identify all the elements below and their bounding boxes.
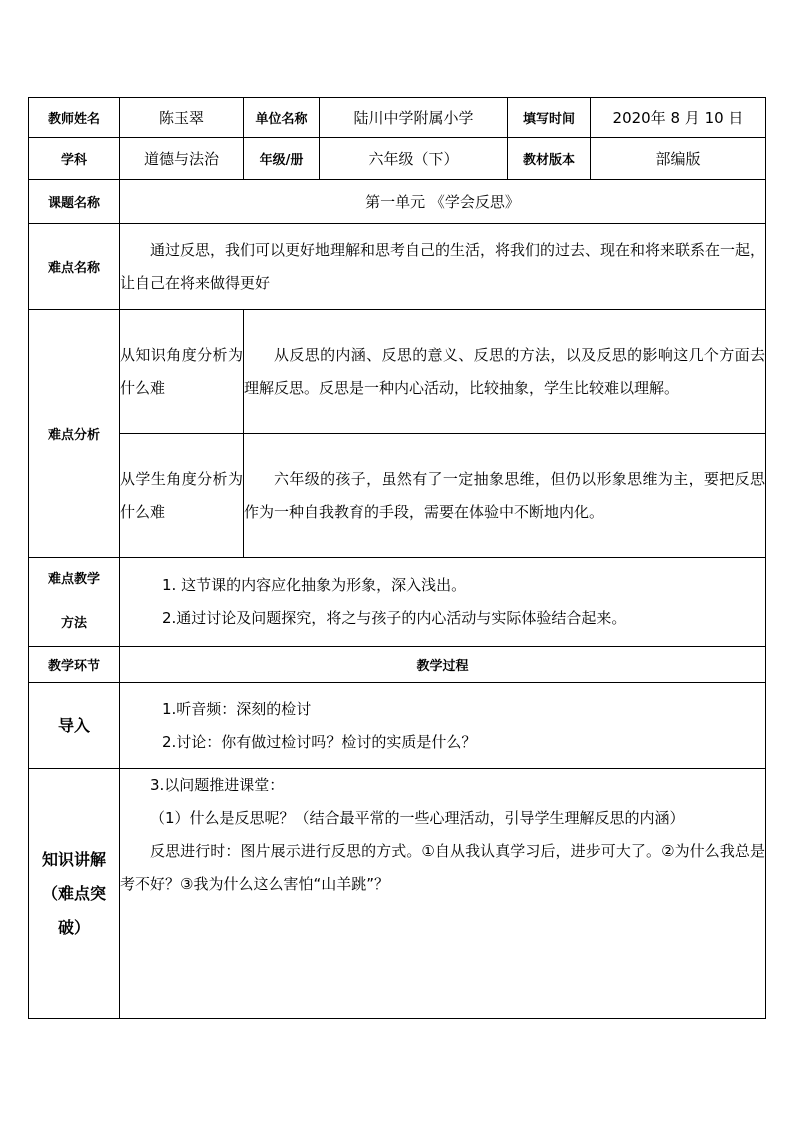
analysis-student-row <box>29 434 766 558</box>
difficulty-label: 难点名称 <box>29 224 120 310</box>
method-text <box>120 558 766 647</box>
difficulty-text: 通过反思，我们可以更好地理解和思考自己的生活，将我们的过去、现在和将来联系在一起，让自己在将来做得更好 <box>120 224 766 310</box>
knowledge-para-2: （1）什么是反思呢？（结合最平常的一些心理活动，引导学生理解反思的内涵） <box>150 809 685 827</box>
topic-label: 课题名称 <box>29 180 120 224</box>
method-item-1: 1. 这节课的内容应化抽象为形象，深入浅出。 <box>162 576 467 594</box>
intro-line-2: 2.讨论：你有做过检讨吗？检讨的实质是什么？ <box>162 732 477 751</box>
knowledge-label-line1: 知识讲解 <box>41 849 106 869</box>
topic-value: 第一单元 《学会反思》 <box>120 180 766 224</box>
intro-row <box>29 683 766 769</box>
knowledge-label-line3: 破） <box>57 917 90 937</box>
topic-row <box>29 180 766 224</box>
teacher-value: 陈玉翠 <box>120 98 244 138</box>
date-label: 填写时间 <box>508 98 591 138</box>
analysis-knowledge-row <box>29 310 766 434</box>
knowledge-label-line2: （难点突 <box>41 883 106 903</box>
subject-value: 道德与法治 <box>120 138 244 180</box>
grade-label: 年级/册 <box>244 138 320 180</box>
knowledge-angle-text: 从反思的内涵、反思的意义、反思的方法，以及反思的影响这几个方面去理解反思。反思是一种内心活动，比较抽象，学生比较难以理解。 <box>244 310 766 434</box>
knowledge-text <box>120 769 766 1019</box>
unit-label: 单位名称 <box>244 98 320 138</box>
intro-label: 导入 <box>29 683 120 769</box>
process-header-row <box>29 647 766 683</box>
edition-value: 部编版 <box>591 138 766 180</box>
method-row <box>29 558 766 647</box>
analysis-label: 难点分析 <box>29 310 120 558</box>
lesson-plan-table <box>28 97 766 1019</box>
subject-label: 学科 <box>29 138 120 180</box>
method-item-2: 2.通过讨论及问题探究，将之与孩子的内心活动与实际体验结合起来。 <box>162 609 627 627</box>
knowledge-row <box>29 769 766 1019</box>
teacher-row <box>29 98 766 138</box>
student-angle-text: 六年级的孩子，虽然有了一定抽象思维，但仍以形象思维为主，要把反思作为一种自我教育的手段，需要在体验中不断地内化。 <box>244 434 766 558</box>
date-value: 2020年 8 月 10 日 <box>591 98 766 138</box>
knowledge-angle-label: 从知识角度分析为什么难 <box>120 310 244 434</box>
subject-row <box>29 138 766 180</box>
grade-value: 六年级（下） <box>320 138 508 180</box>
difficulty-row <box>29 224 766 310</box>
knowledge-label <box>29 769 120 1019</box>
intro-text <box>120 683 766 769</box>
student-angle-label: 从学生角度分析为什么难 <box>120 434 244 558</box>
intro-line-1: 1.听音频：深刻的检讨 <box>162 699 312 718</box>
method-label <box>29 558 120 647</box>
knowledge-para-1: 3.以问题推进课堂： <box>150 776 285 794</box>
process-label: 教学过程 <box>120 647 766 683</box>
method-label-line2: 方法 <box>60 616 87 631</box>
method-label-line1: 难点教学 <box>47 572 100 587</box>
unit-value: 陆川中学附属小学 <box>320 98 508 138</box>
stage-label: 教学环节 <box>29 647 120 683</box>
teacher-label: 教师姓名 <box>29 98 120 138</box>
knowledge-para-3: 反思进行时：图片展示进行反思的方式。①自从我认真学习后，进步可大了。②为什么我总是考不好？③我为什么这么害怕“山羊跳”？ <box>120 842 765 893</box>
edition-label: 教材版本 <box>508 138 591 180</box>
